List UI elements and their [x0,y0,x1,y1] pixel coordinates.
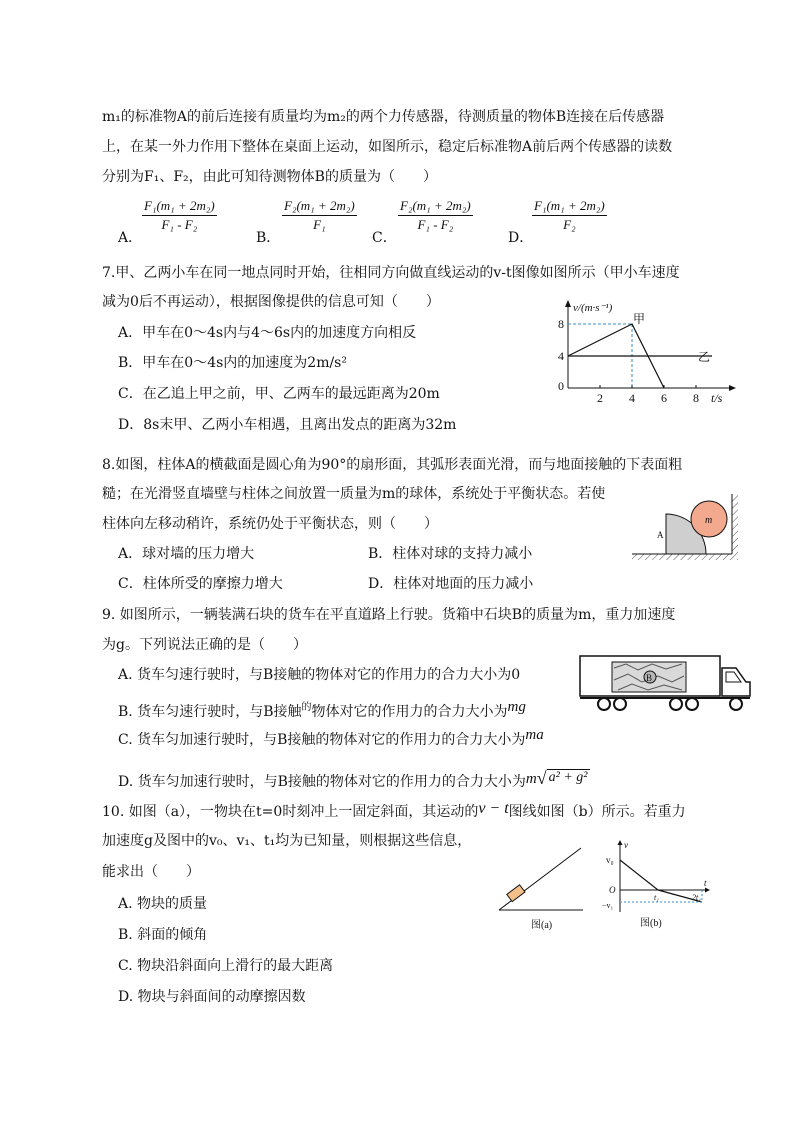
q6-text-line-2: 上，在某一外力作用下整体在桌面上运动，如图所示，稳定后标准物A前后两个传感器的读数 [102,139,673,155]
q10-option-b: B. 斜面的倾角 [118,927,208,943]
q7-text-line-1: 7.甲、乙两小车在同一地点同时开始，往相同方向做直线运动的v-t图像如图所示（甲小车速度 [102,265,680,281]
q9-option-d-text: D. 货车匀加速行驶时，与B接触的物体对它的作用力的合力大小为 [118,774,526,790]
q6-option-b-denominator: F₁ [313,217,326,232]
q9-option-b [118,698,526,721]
q9-wheel-1 [598,698,610,710]
q8-text-line-3: 柱体向左移动稍许，系统仍处于平衡状态，则（ ） [102,516,438,532]
q7-option-a: A．甲车在0～4s内与4～6s内的加速度方向相反 [118,325,417,341]
q7-option-b: B．甲车在0～4s内的加速度为2m/s² [118,355,347,371]
q10-b-v-label: v [624,840,628,850]
q7-y-tick-8: 8 [558,317,564,331]
q10-line-1-head: 10. 如图（a），一物块在t=0时刻冲上一固定斜面，其运动的 [102,804,479,820]
q9-wheel-3 [670,698,682,710]
q7-x-tick-4: 4 [629,391,635,405]
q6-option-b-label: B． [256,230,281,246]
q8-figure [628,492,748,564]
q9-truck-figure [578,654,754,714]
q8-wall-hatch [732,494,738,560]
q9-option-b-expr: mg [507,699,526,715]
q6-text-line-1: m₁的标准物A的前后连接有质量均为m₂的两个力传感器，待测质量的物体B连接在后传感器 [102,109,665,125]
q7-series-yi-label: 乙 [698,350,711,364]
q10-text-line-1 [102,800,686,821]
q6-option-a-fraction [142,198,217,233]
q8-label-a: A [657,530,664,540]
q10-b-2t1-label: 2t₁ [692,893,702,902]
q8-option-b: B．柱体对球的支持力减小 [368,546,533,562]
q10-option-a: A. 物块的质量 [118,896,208,912]
q6-option-d-numerator: F₁(m₁ + 2m₂) [532,198,607,216]
q7-x-axis-label: t/s [711,391,723,405]
q6-option-a-denominator: F₁ - F₂ [161,217,198,232]
q7-y-tick-4: 4 [558,349,564,363]
q9-option-b-text-1: B. 货车匀速行驶时，与B接触 [118,704,302,720]
q9-label-b: B [646,673,653,683]
q6-option-a-label: A． [118,230,143,246]
q10-option-c: C. 物块沿斜面向上滑行的最大距离 [118,958,334,974]
q7-series-jia-label: 甲 [633,312,646,326]
q6-option-d-fraction [532,198,607,233]
q10-text-line-2: 加速度g及图中的v₀、v₁、t₁均为已知量，则根据这些信息， [102,833,472,849]
q6-option-b-fraction [282,198,357,233]
q9-option-d-sqrt-sign: √ [536,768,547,788]
q7-option-c: C．在乙追上甲之前，甲、乙两车的最远距离为20m [118,386,440,402]
q10-text-line-3: 能求出（ ） [102,864,200,880]
q7-y-axis-label: v/(m·s⁻¹) [573,302,613,314]
q9-option-c [118,727,544,749]
q6-option-d-label: D． [508,230,534,246]
q9-option-c-expr: ma [525,727,544,743]
q9-text-line-1: 9. 如图所示，一辆装满石块的货车在平直道路上行驶。货箱中石块B的质量为m，重力加速度 [102,607,676,623]
q9-option-b-text-2: 物体对它的作用力的合力大小为 [311,704,508,720]
q10-line-1-expr: v − t [478,800,509,817]
q7-x-tick-8: 8 [693,391,699,405]
q7-x-tick-6: 6 [661,391,667,405]
q10-b-up-segment [620,860,658,890]
q9-text-line-2: 为g。下列说法正确的是（ ） [102,637,307,653]
q10-b-v1-label: −v₁ [602,901,614,910]
q9-wheel-2 [614,698,626,710]
q7-x-tick-2: 2 [597,391,603,405]
q10-option-d: D. 物块与斜面间的动摩擦因数 [118,989,306,1005]
q9-option-b-de: 的 [301,702,312,713]
q7-vt-chart [553,298,739,410]
q9-option-a: A. 货车匀速行驶时，与B接触的物体对它的作用力的合力大小为0 [118,667,521,683]
q8-ground-hatch [632,554,732,560]
q6-option-a-numerator: F₁(m₁ + 2m₂) [142,198,217,216]
q7-option-d: D．8s末甲、乙两小车相遇，且离出发点的距离为32m [118,417,457,433]
q8-option-a: A．球对墙的压力增大 [118,546,255,562]
q10-figure-b-caption: 图(b) [640,918,662,929]
q8-option-d: D．柱体对地面的压力减小 [368,576,534,592]
q8-text-line-1: 8.如图，柱体A的横截面是圆心角为90°的扇形面，其弧形表面光滑，而与地面接触的下表面粗 [102,457,683,473]
q9-wheel-4 [686,698,698,710]
q10-figure-a [495,842,587,932]
q9-option-d [118,768,590,791]
q10-b-v0-label: v₀ [606,855,614,865]
q6-option-c-label: C． [372,230,397,246]
q10-line-1-tail: 图线如图（b）所示。若重力 [508,804,686,820]
q9-option-c-text: C. 货车匀加速行驶时，与B接触的物体对它的作用力的合力大小为 [118,732,526,748]
q10-figure-b [600,838,712,930]
q10-figure-a-caption: 图(a) [531,920,553,931]
q10-b-t-label: t [704,878,707,888]
q9-option-d-expr-m: m [525,771,537,787]
q7-x-tick-0: 0 [558,379,564,393]
q10-b-origin-label: O [609,885,616,895]
q10-b-t1-label: t₁ [654,893,660,902]
q8-option-c: C．柱体所受的摩擦力增大 [118,576,283,592]
q6-text-line-3: 分别为F₁、F₂，由此可知待测物体B的质量为（ ） [102,169,437,185]
q8-text-line-2: 糙；在光滑竖直墙壁与柱体之间放置一质量为m的球体，系统处于平衡状态。若使 [102,486,606,502]
q6-option-c-numerator: F₂(m₁ + 2m₂) [398,198,473,216]
q9-option-d-expr-root: a² + g² [548,770,588,785]
q6-option-c-denominator: F₁ - F₂ [417,217,454,232]
q6-option-c-fraction [398,198,473,233]
q10-block [507,885,525,902]
q8-label-m: m [705,515,713,526]
q9-wheel-5 [730,698,742,710]
q6-option-d-denominator: F₂ [563,217,576,232]
q6-option-b-numerator: F₂(m₁ + 2m₂) [282,198,357,216]
q7-text-line-2: 减为0后不再运动），根据图像提供的信息可知（ ） [102,294,440,310]
